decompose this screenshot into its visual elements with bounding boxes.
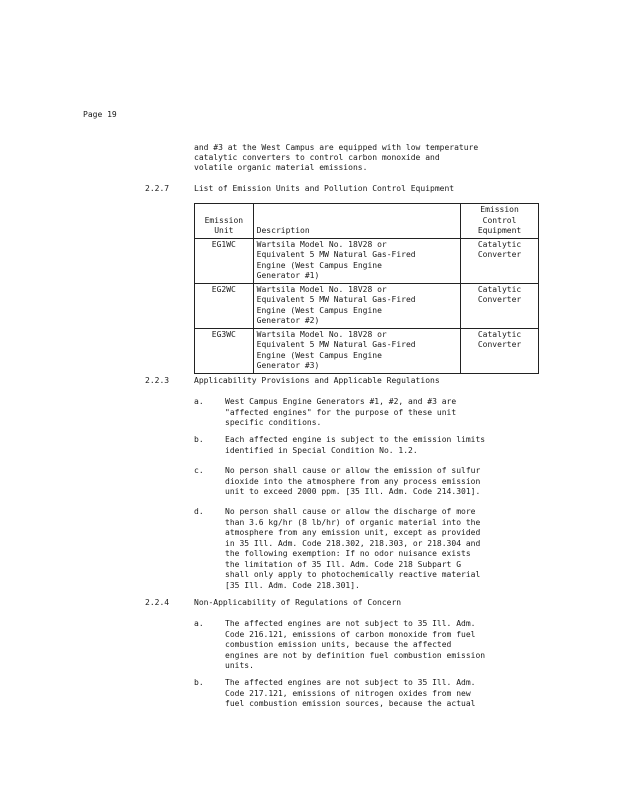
cell-description: Wartsila Model No. 18V28 or Equivalent 5 MW Natural Gas-Fired Engine (West Campus Engine Generator #2) [253,283,460,328]
section-number: 2.2.3 [145,376,170,385]
section-title: Applicability Provisions and Applicable Regulations [194,376,440,385]
intro-line: catalytic converters to control carbon monoxide and [194,153,440,162]
cell-control: Catalytic Converter [461,283,539,328]
item-label: a. [194,397,204,406]
item-label: c. [194,466,204,475]
item-text: Each affected engine is subject to the emission limits identified in Special Condition No. 1.2. [225,435,486,455]
item-text: West Campus Engine Generators #1, #2, and #3 are "affected engines" for the purpose of these unit specific conditions. [225,397,457,427]
section-title: List of Emission Units and Pollution Control Equipment [194,184,455,193]
cell-description: Wartsila Model No. 18V28 or Equivalent 5 MW Natural Gas-Fired Engine (West Campus Engine Generator #3) [253,328,460,373]
cell-unit: EG1WC [195,238,254,283]
intro-line: volatile organic material emissions. [194,163,368,172]
item-text: No person shall cause or allow the emission of sulfur dioxide into the atmosphere from any process emission unit to exceed 2000 ppm. [35 Ill. Adm. Code 214.301]. [225,466,481,496]
section-number: 2.2.4 [145,598,170,607]
table-row [195,283,539,328]
header-emission-unit: Emission Unit [195,204,254,239]
item-text: The affected engines are not subject to 35 Ill. Adm. Code 217.121, emissions of nitrogen oxides from new fuel combustion emission sources, because the actual [225,678,476,708]
item-label: d. [194,507,204,516]
table-header-row [195,204,539,239]
section-title: Non-Applicability of Regulations of Concern [194,598,402,607]
table-row [195,238,539,283]
header-description: Description [253,204,460,239]
header-control-equipment: Emission Control Equipment [461,204,539,239]
cell-control: Catalytic Converter [461,238,539,283]
section-number: 2.2.7 [145,184,170,193]
cell-unit: EG2WC [195,283,254,328]
item-label: a. [194,619,204,628]
item-text: No person shall cause or allow the discharge of more than 3.6 kg/hr (8 lb/hr) of organic material into the atmosphere from any emission unit, except as provided in 35 Ill. Adm. Code 218.302, 218.303, or 218.304 and the following exemption: If no odor nuisance exists the limitation of 35 Ill. Adm. Code 218 Subpart G shall only apply to photochemically reactive material [35 Ill. Adm. Code 218.301]. [225,507,481,590]
item-label: b. [194,678,204,687]
item-label: b. [194,435,204,444]
emission-units-table [194,203,539,374]
table-row [195,328,539,373]
cell-description: Wartsila Model No. 18V28 or Equivalent 5 MW Natural Gas-Fired Engine (West Campus Engine Generator #1) [253,238,460,283]
cell-unit: EG3WC [195,328,254,373]
item-text: The affected engines are not subject to 35 Ill. Adm. Code 216.121, emissions of carbon monoxide from fuel combustion emission units, because the affected engines are not by definition fuel combustion emission units. [225,619,486,670]
cell-control: Catalytic Converter [461,328,539,373]
intro-line: and #3 at the West Campus are equipped with low temperature [194,143,479,152]
page-number: Page 19 [83,110,117,119]
